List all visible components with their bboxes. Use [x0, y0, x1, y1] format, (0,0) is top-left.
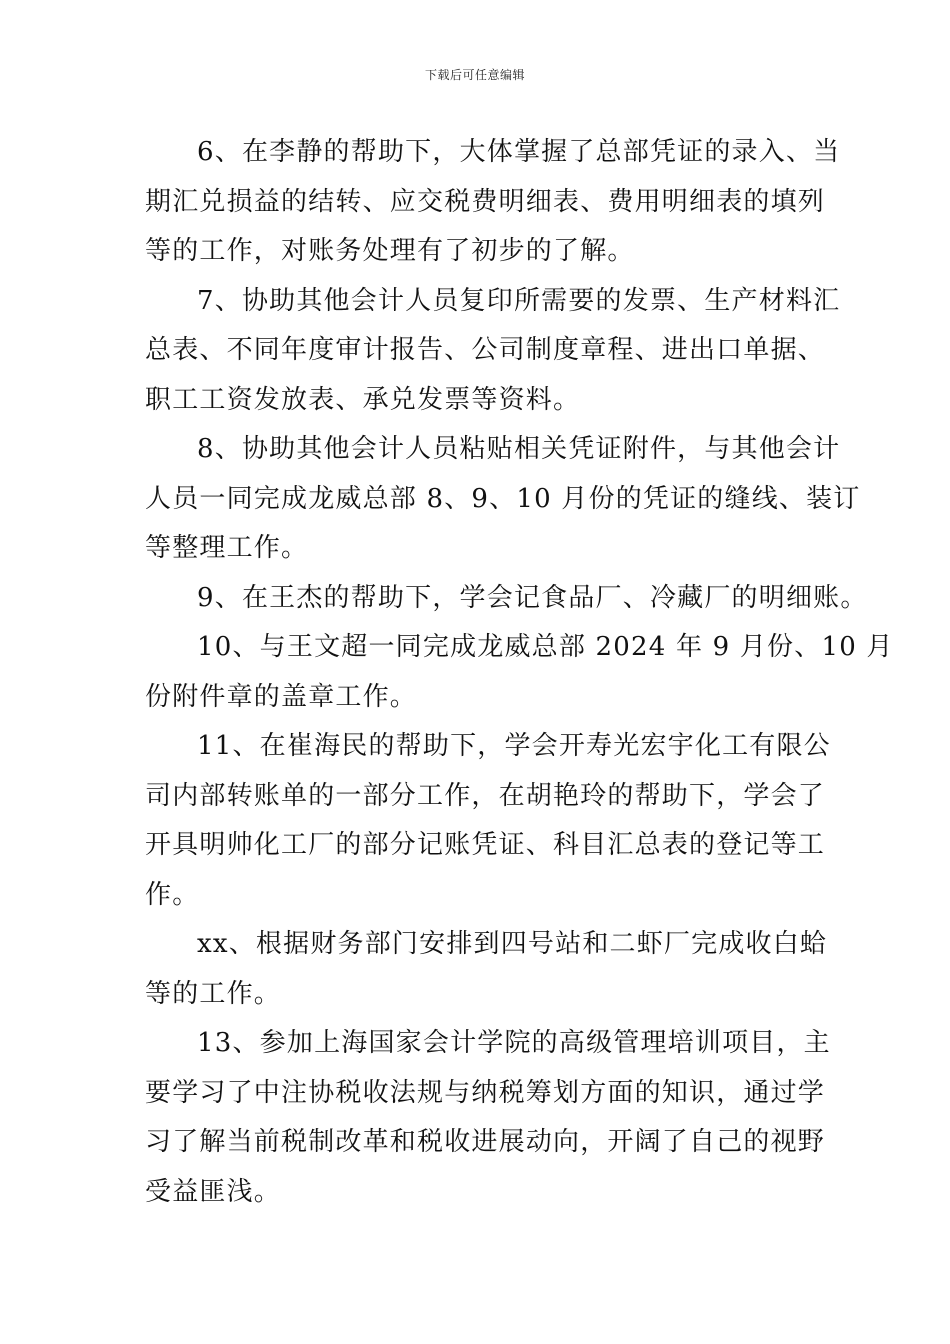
paragraph-line: 7、协助其他会计人员复印所需要的发票、生产材料汇: [197, 285, 841, 316]
paragraph-line: 作。: [145, 879, 200, 910]
paragraph-line: 要学习了中注协税收法规与纳税筹划方面的知识，通过学: [145, 1077, 826, 1108]
paragraph-line: 10、与王文超一同完成龙威总部 2024 年 9 月份、10 月: [197, 632, 894, 662]
page-header: 下载后可任意编辑: [424, 68, 525, 82]
paragraph-item-13: [145, 1019, 831, 1217]
paragraph-line: 等的工作，对账务处理有了初步的了解。: [145, 236, 635, 266]
paragraph-line: 习了解当前税制改革和税收进展动向，开阔了自己的视野: [145, 1127, 826, 1157]
paragraph-line: 开具明帅化工厂的部分记账凭证、科目汇总表的登记等工: [145, 830, 826, 860]
paragraph-line: 份附件章的盖章工作。: [145, 681, 418, 712]
paragraph-line: 受益匪浅。: [145, 1176, 282, 1207]
paragraph-line: 等整理工作。: [145, 533, 309, 563]
paragraph-line: 人员一同完成龙威总部 8、9、10 月份的凭证的缝线、装订: [145, 483, 861, 514]
paragraph-item-8: [145, 425, 861, 574]
paragraph-line: 司内部转账单的一部分工作，在胡艳玲的帮助下，学会了: [145, 780, 826, 811]
paragraph-line: 6、在李静的帮助下，大体掌握了总部凭证的录入、当: [197, 137, 841, 167]
paragraph-item-9: [145, 574, 868, 624]
paragraph-item-7: [145, 277, 841, 426]
paragraph-line: 11、在崔海民的帮助下，学会开寿光宏宇化工有限公: [197, 731, 831, 761]
document-body: [145, 128, 894, 1217]
paragraph-line: 8、协助其他会计人员粘贴相关凭证附件，与其他会计: [197, 434, 841, 464]
paragraph-line: 等的工作。: [145, 978, 282, 1009]
paragraph-item-10: [145, 623, 894, 722]
paragraph-line: 总表、不同年度审计报告、公司制度章程、进出口单据、: [145, 335, 826, 365]
paragraph-line: 9、在王杰的帮助下，学会记食品厂、冷藏厂的明细账。: [197, 582, 868, 613]
paragraph-line: 期汇兑损益的结转、应交税费明细表、费用明细表的填列: [145, 186, 826, 217]
paragraph-line: xx、根据财务部门安排到四号站和二虾厂完成收白蛤: [197, 929, 828, 959]
paragraph-item-xx: [145, 920, 828, 1019]
paragraph-item-6: [145, 128, 841, 277]
paragraph-item-11: [145, 722, 831, 920]
paragraph-line: 13、参加上海国家会计学院的高级管理培训项目，主: [197, 1028, 831, 1058]
paragraph-line: 职工工资发放表、承兑发票等资料。: [145, 384, 581, 415]
